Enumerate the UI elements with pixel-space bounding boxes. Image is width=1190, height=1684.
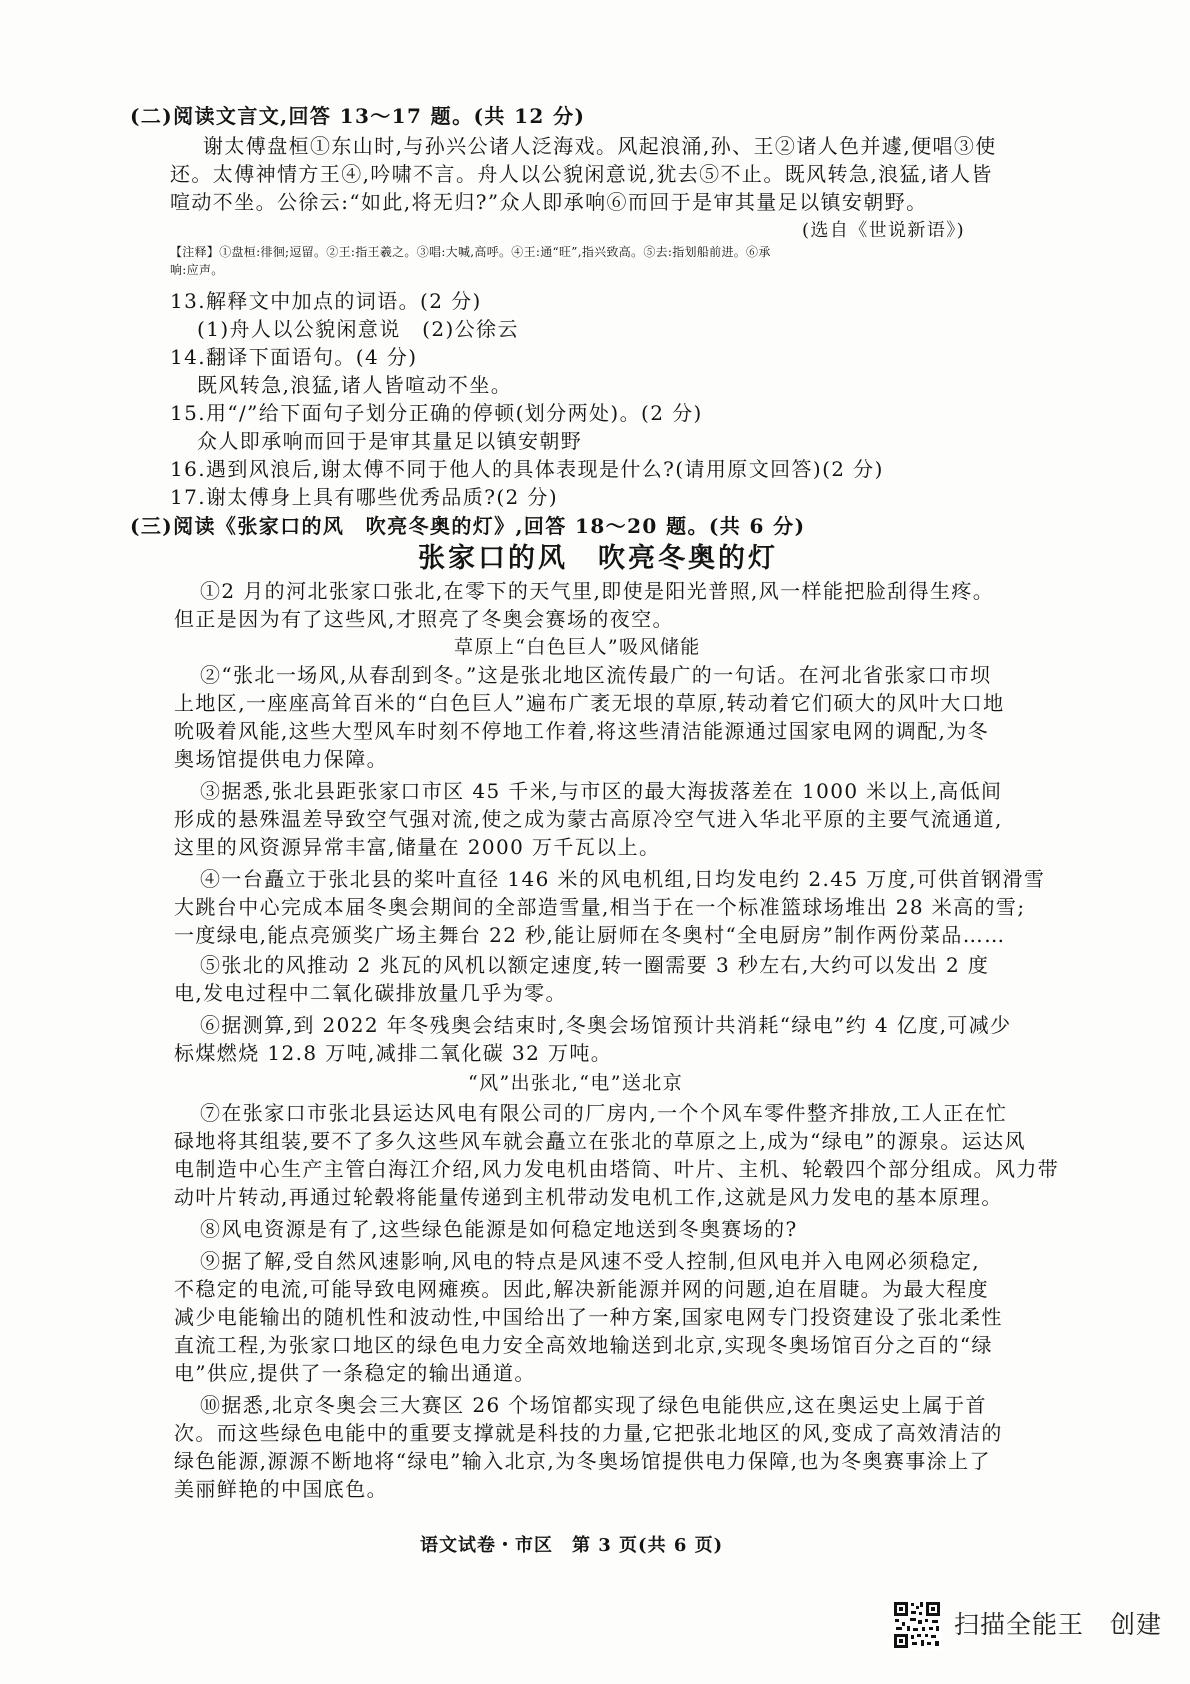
passage-line: 谢太傅盘桓①东山时,与孙兴公诸人泛海戏。风起浪涌,孙、王②诸人色并遽,便唱③使	[203, 134, 997, 158]
article-line: 奥场馆提供电力保障。	[174, 747, 388, 771]
article-title: 张家口的风 吹亮冬奥的灯	[418, 543, 778, 574]
scanner-watermark: 扫描全能王 创建	[954, 1610, 1163, 1639]
question-17: 17.谢太傅身上具有哪些优秀品质?(2 分)	[170, 485, 559, 509]
question-13-items: (1)舟人以公貌闲意说 (2)公徐云	[197, 317, 519, 341]
article-line: 电,发电过程中二氧化碳排放量几乎为零。	[174, 981, 567, 1005]
passage-line: 还。太傅神情方王④,吟啸不言。舟人以公貌闲意说,犹去⑤不止。既风转急,浪猛,诸人皆	[170, 162, 993, 186]
article-line: ⑤张北的风推动 2 兆瓦的风机以额定速度,转一圈需要 3 秒左右,大约可以发出 2 度	[200, 953, 990, 977]
article-line: 标煤燃烧 12.8 万吨,减排二氧化碳 32 万吨。	[174, 1041, 613, 1065]
question-14-text: 既风转急,浪猛,诸人皆喧动不坐。	[197, 373, 513, 397]
section2-heading: (二)阅读文言文,回答 13～17 题。(共 12 分)	[130, 104, 586, 128]
article-subheading: “风”出张北,“电”送北京	[468, 1072, 684, 1094]
article-line: ⑥据测算,到 2022 年冬残奥会结束时,冬奥会场馆预计共消耗“绿电”约 4 亿度,可减少	[200, 1013, 1012, 1037]
article-line: ④一台矗立于张北县的桨叶直径 146 米的风电机组,日均发电约 2.45 万度,可供首钢滑雪	[200, 867, 1046, 891]
question-13: 13.解释文中加点的词语。(2 分)	[170, 289, 482, 313]
article-line: 美丽鲜艳的中国底色。	[174, 1477, 388, 1501]
passage-line: 喧动不坐。公徐云:“如此,将无归?”众人即承响⑥而回于是审其量足以镇安朝野。	[170, 190, 928, 214]
article-line: 电制造中心生产主管白海江介绍,风力发电机由塔筒、叶片、主机、轮毂四个部分组成。风力带	[174, 1157, 1060, 1181]
article-line: 这里的风资源异常丰富,储量在 2000 万千瓦以上。	[174, 835, 661, 859]
article-line: ⑨据了解,受自然风速影响,风电的特点是风速不受人控制,但风电并入电网必须稳定,	[200, 1249, 981, 1273]
question-14: 14.翻译下面语句。(4 分)	[170, 345, 418, 369]
article-line: 动叶片转动,再通过轮毂将能量传递到主机带动发电机工作,这就是风力发电的基本原理。	[174, 1185, 1003, 1209]
article-line: 电”供应,提供了一条稳定的输出通道。	[174, 1361, 536, 1385]
article-line: 上地区,一座座高耸百米的“白色巨人”遍布广袤无垠的草原,转动着它们硕大的风叶大口地	[174, 691, 1005, 715]
section3-heading: (三)阅读《张家口的风 吹亮冬奥的灯》,回答 18～20 题。(共 6 分)	[130, 514, 806, 538]
article-line: 吮吸着风能,这些大型风车时刻不停地工作着,将这些清洁能源通过国家电网的调配,为冬	[174, 719, 990, 743]
passage-source: (选自《世说新语》)	[802, 220, 966, 241]
page-footer: 语文试卷・市区 第 3 页(共 6 页)	[420, 1535, 724, 1556]
article-line: ②“张北一场风,从春刮到冬。”这是张北地区流传最广的一句话。在河北省张家口市坝	[200, 663, 992, 687]
article-line: 碌地将其组装,要不了多久这些风车就会矗立在张北的草原之上,成为“绿电”的源泉。运达风	[174, 1129, 1026, 1153]
article-line: 一度绿电,能点亮颁奖广场主舞台 22 秒,能让厨师在冬奥村“全电厨房”制作两份菜品……	[174, 923, 1006, 947]
question-15-text: 众人即承响而回于是审其量足以镇安朝野	[197, 429, 583, 453]
question-16: 16.遇到风浪后,谢太傅不同于他人的具体表现是什么?(请用原文回答)(2 分)	[170, 457, 884, 481]
article-line: 大跳台中心完成本届冬奥会期间的全部造雪量,相当于在一个标准篮球场堆出 28 米高的雪;	[174, 895, 1026, 919]
article-line: 减少电能输出的随机性和波动性,中国给出了一种方案,国家电网专门投资建设了张北柔性	[174, 1305, 1003, 1329]
annotation-notes: 响:应声。	[170, 263, 224, 277]
article-line: 不稳定的电流,可能导致电网瘫痪。因此,解决新能源并网的问题,迫在眉睫。为最大程度	[174, 1277, 990, 1301]
article-line: 形成的悬殊温差导致空气强对流,使之成为蒙古高原冷空气进入华北平原的主要气流通道,	[174, 807, 1003, 831]
question-15: 15.用“/”给下面句子划分正确的停顿(划分两处)。(2 分)	[170, 401, 703, 425]
article-line: 绿色能源,源源不断地将“绿电”输入北京,为冬奥场馆提供电力保障,也为冬奥赛事涂上了	[174, 1449, 991, 1473]
article-line: ⑧风电资源是有了,这些绿色能源是如何稳定地送到冬奥赛场的?	[200, 1217, 798, 1241]
annotation-notes: 【注释】①盘桓:徘徊;逗留。②王:指王羲之。③唱:大喊,高呼。④王:通“旺”,指兴致高。⑤去:指划船前进。⑥承	[170, 245, 771, 259]
article-line: ⑩据悉,北京冬奥会三大赛区 26 个场馆都实现了绿色电能供应,这在奥运史上属于首	[200, 1393, 987, 1417]
article-line: ③据悉,张北县距张家口市区 45 千米,与市区的最大海拔落差在 1000 米以上,高低间	[200, 779, 1003, 803]
article-subheading: 草原上“白色巨人”吸风储能	[454, 636, 701, 658]
article-line: ⑦在张家口市张北县运达风电有限公司的厂房内,一个个风车零件整齐排放,工人正在忙	[200, 1101, 1008, 1125]
article-line: 但正是因为有了这些风,才照亮了冬奥会赛场的夜空。	[174, 607, 674, 631]
article-line: 次。而这些绿色电能中的重要支撑就是科技的力量,它把张北地区的风,变成了高效清洁的	[174, 1421, 1003, 1445]
article-line: ①2 月的河北张家口张北,在零下的天气里,即使是阳光普照,风一样能把脸刮得生疼。	[200, 579, 995, 603]
article-line: 直流工程,为张家口地区的绿色电力安全高效地输送到北京,实现冬奥场馆百分之百的“绿	[174, 1333, 993, 1357]
qr-code-icon	[892, 1600, 942, 1650]
